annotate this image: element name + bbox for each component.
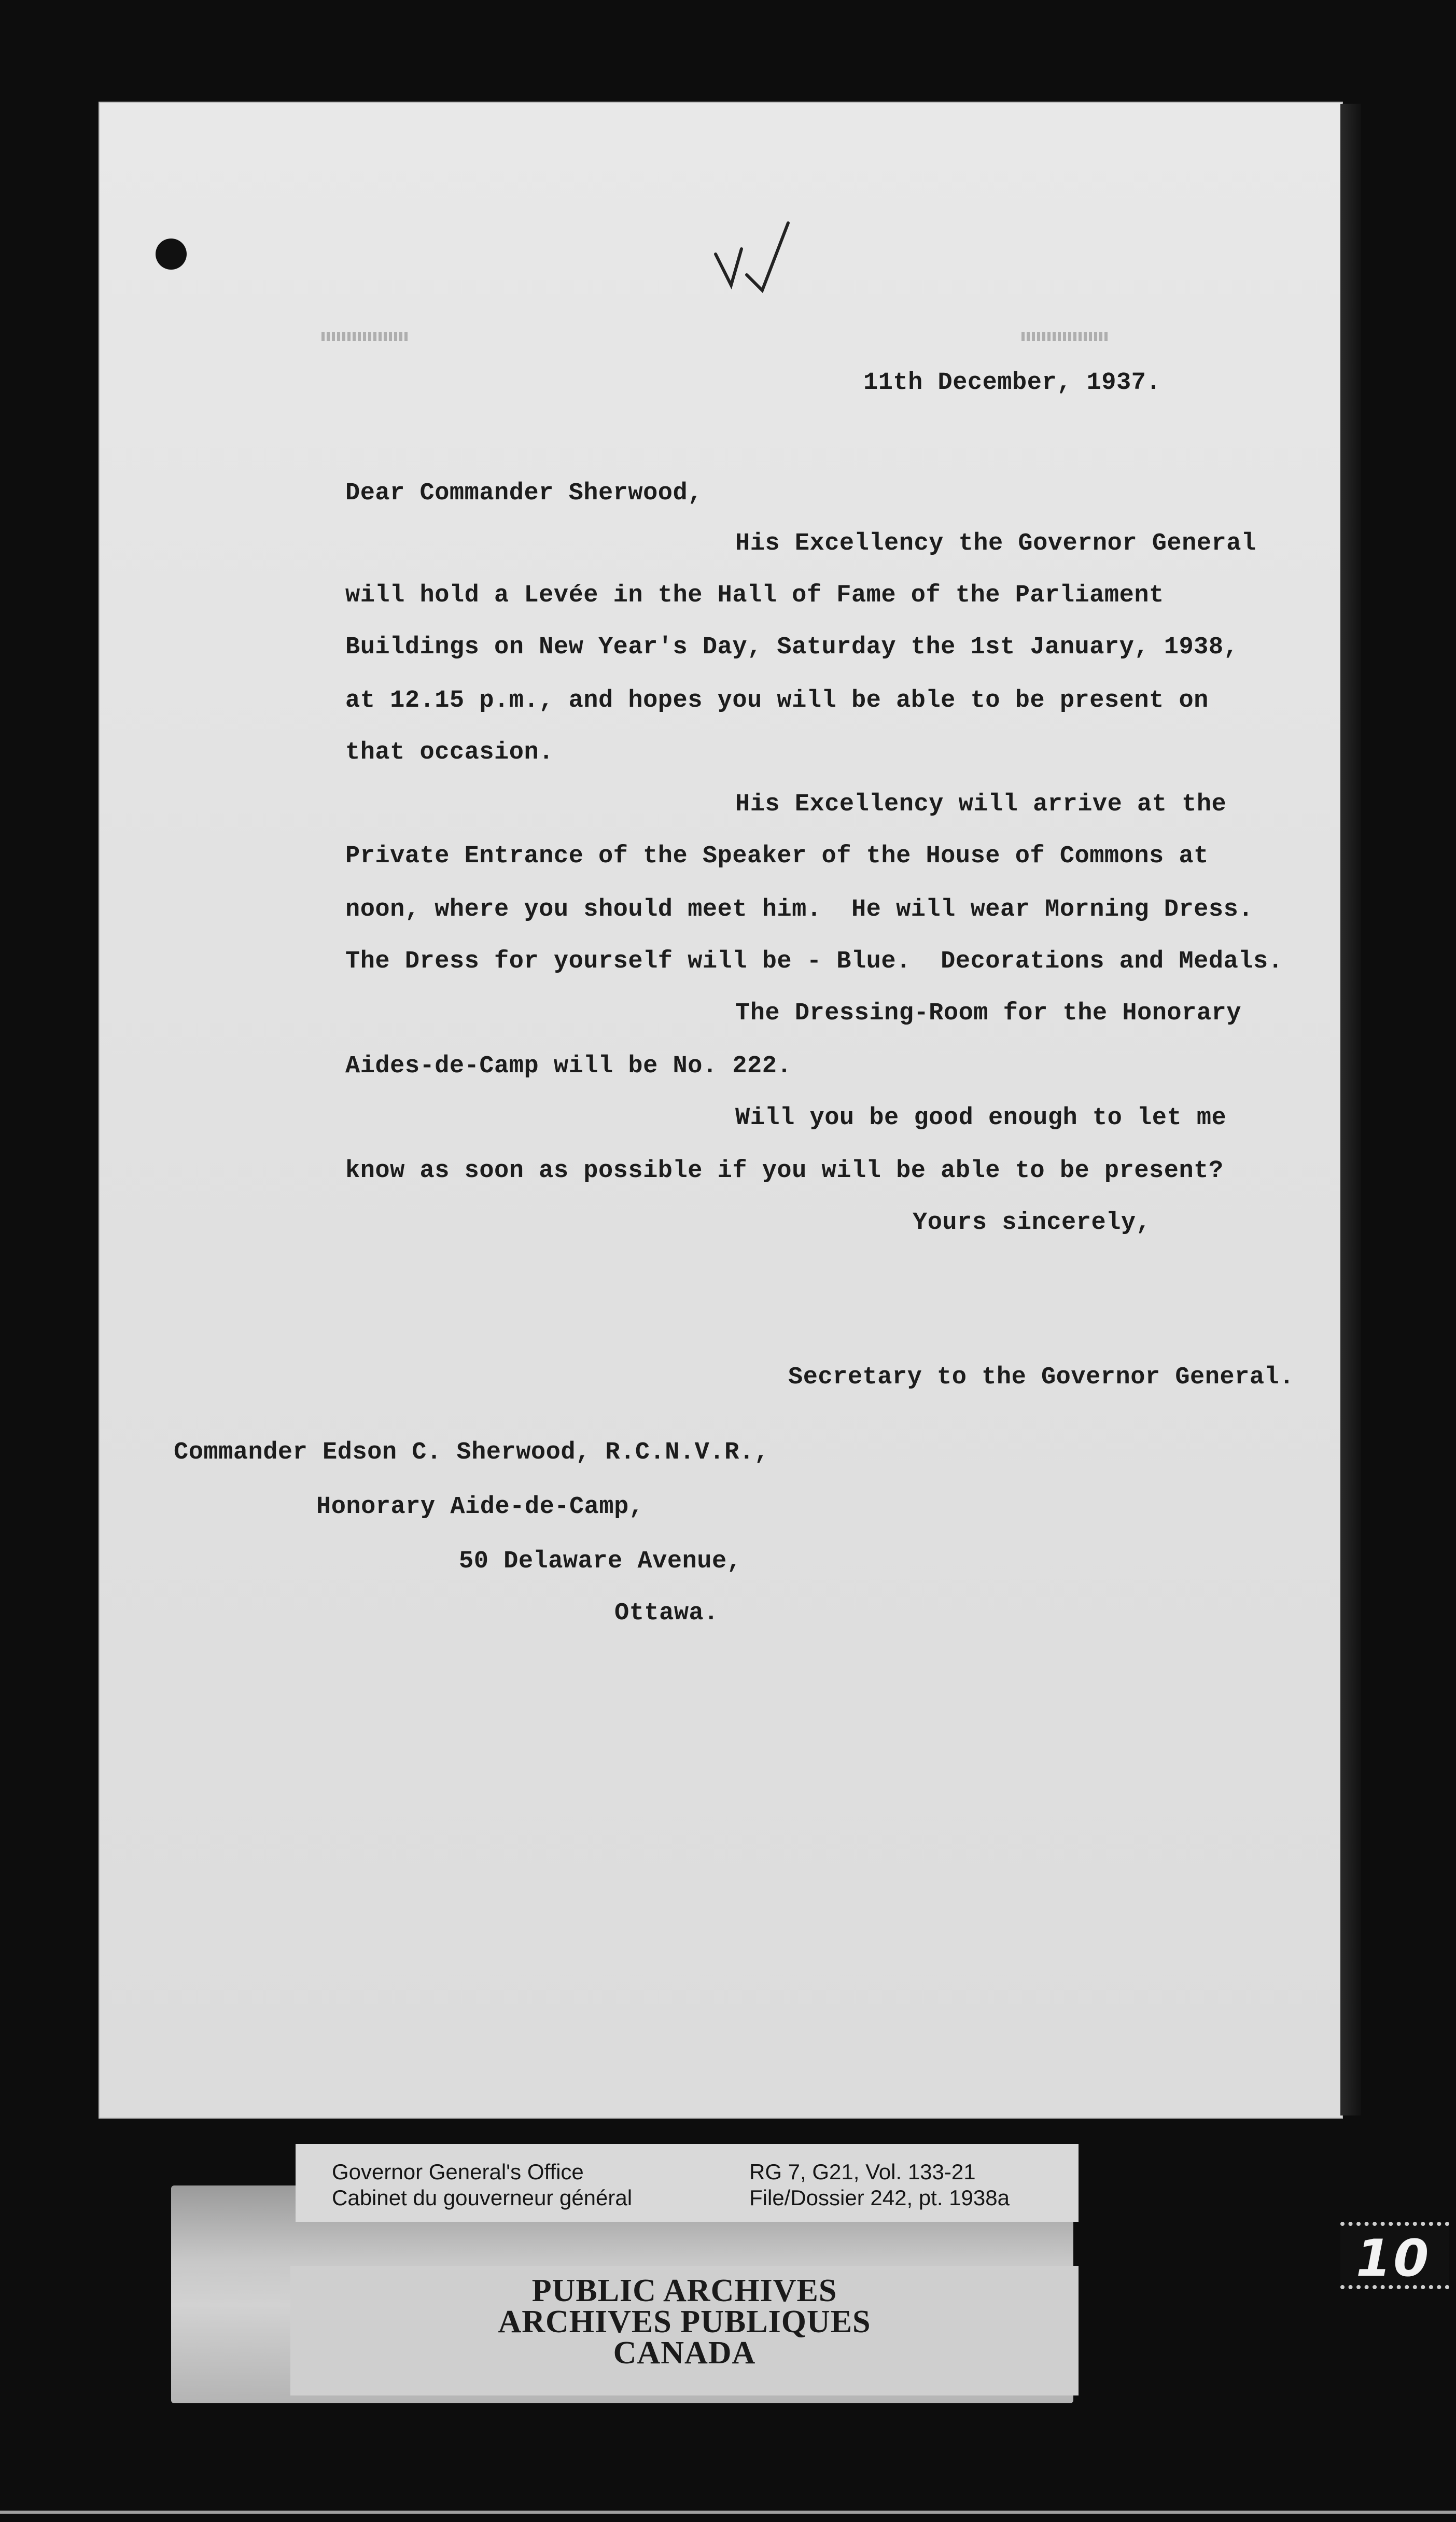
letter-line: that occasion. <box>345 739 554 766</box>
letter-line: His Excellency the Governor General <box>735 530 1256 557</box>
address-line: Commander Edson C. Sherwood, R.C.N.V.R., <box>174 1439 769 1466</box>
punch-hole-icon <box>156 239 187 270</box>
letter-line: will hold a Levée in the Hall of Fame of the Parliament <box>345 582 1164 609</box>
letter-line: The Dress for yourself will be - Blue. Decorations and Medals. <box>345 948 1283 975</box>
checkmark-icon <box>710 218 814 296</box>
letter-line: noon, where you should meet him. He will wear Morning Dress. <box>345 896 1253 923</box>
letter-line: Buildings on New Year's Day, Saturday the 1st January, 1938, <box>345 634 1239 661</box>
address-line: Honorary Aide-de-Camp, <box>316 1493 644 1521</box>
stamp-mark <box>1021 332 1110 341</box>
film-frame-number <box>1340 2222 1449 2289</box>
stamp-mark <box>321 332 410 341</box>
frame-number-text: 10 <box>1356 2229 1431 2288</box>
letter-line: Will you be good enough to let me <box>735 1104 1227 1132</box>
letter-date: 11th December, 1937. <box>863 369 1161 397</box>
letter-closing: Yours sincerely, <box>913 1209 1151 1237</box>
archive-file: File/Dossier 242, pt. 1938a <box>749 2185 1010 2210</box>
letter-line: His Excellency will arrive at the <box>735 791 1227 818</box>
page-edge <box>1340 104 1361 2115</box>
archive-reference: RG 7, G21, Vol. 133-21 <box>749 2160 976 2184</box>
letter-salutation: Dear Commander Sherwood, <box>345 480 703 507</box>
archives-stamp-line: ARCHIVES PUBLIQUES <box>498 2304 871 2339</box>
address-line: 50 Delaware Avenue, <box>459 1548 742 1575</box>
address-line: Ottawa. <box>614 1600 719 1627</box>
film-border <box>0 2511 1456 2514</box>
office-name-en: Governor General's Office <box>332 2160 584 2184</box>
letter-line: The Dressing-Room for the Honorary <box>735 1000 1241 1027</box>
archives-stamp-line: CANADA <box>613 2335 756 2371</box>
letter-line: at 12.15 p.m., and hopes you will be able to be present on <box>345 687 1209 714</box>
letter-line: Aides-de-Camp will be No. 222. <box>345 1053 792 1080</box>
office-name-fr: Cabinet du gouverneur général <box>332 2185 633 2210</box>
letter-line: know as soon as possible if you will be able to be present? <box>345 1157 1224 1185</box>
signature-title: Secretary to the Governor General. <box>788 1364 1294 1391</box>
letter-line: Private Entrance of the Speaker of the House of Commons at <box>345 843 1209 870</box>
archives-stamp-line: PUBLIC ARCHIVES <box>531 2273 837 2308</box>
